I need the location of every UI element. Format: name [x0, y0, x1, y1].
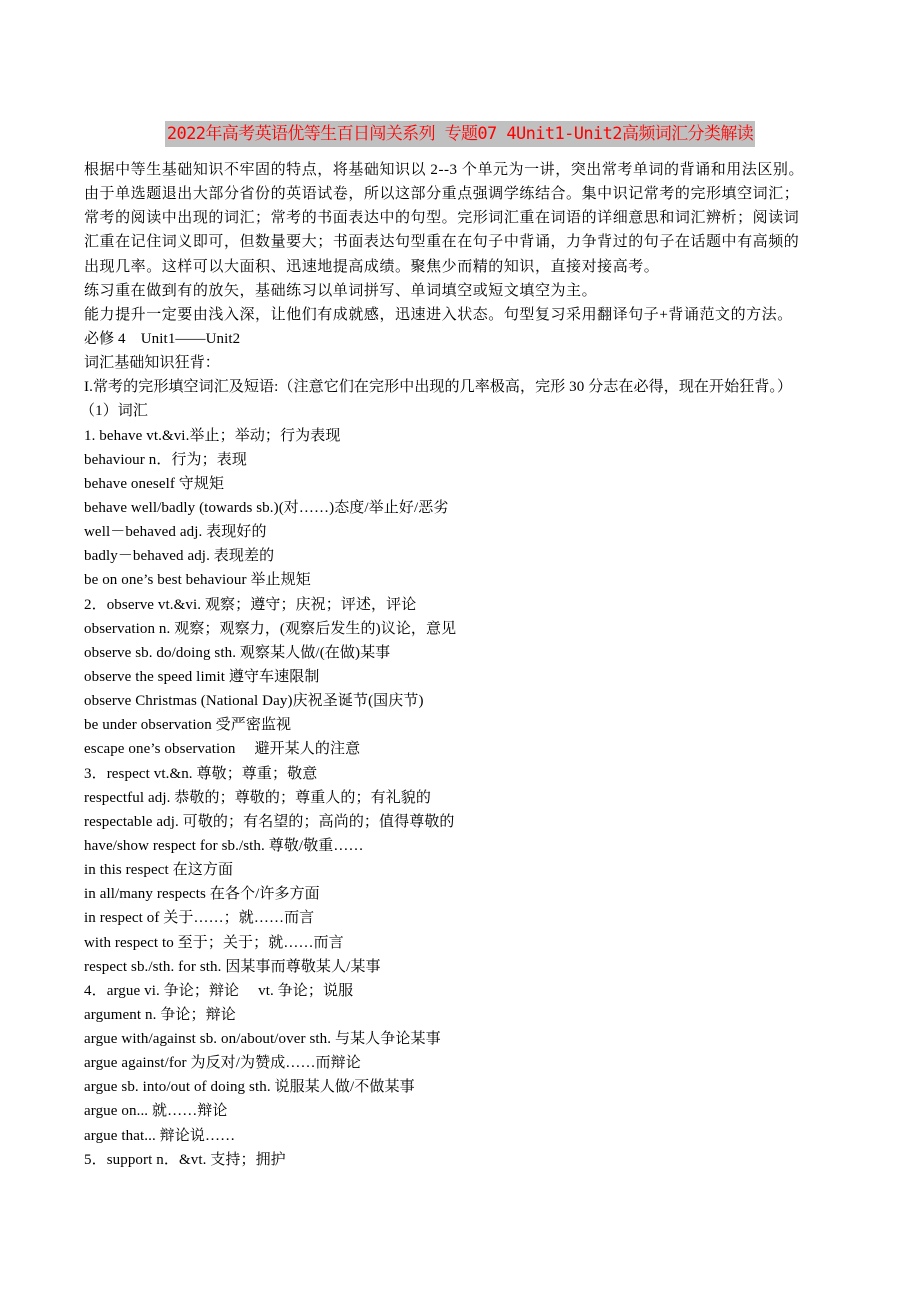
intro-paragraph-line: 常考的阅读中出现的词汇；常考的书面表达中的句型。完形词汇重在词语的详细意思和词汇辨析；阅读词: [84, 210, 800, 227]
vocab-entry: behave oneself 守规矩: [84, 475, 225, 492]
vocab-entry-argue: 4．argue vi. 争论；辩论 vt. 争论；说服: [84, 982, 354, 999]
vocab-entry-behave: 1. behave vt.&vi.举止；举动；行为表现: [84, 427, 341, 444]
vocab-entry-support: 5．support n．&vt. 支持；拥护: [84, 1151, 286, 1168]
vocab-entry: argue with/against sb. on/about/over sth. 与某人争论某事: [84, 1031, 441, 1048]
vocab-entry: observe Christmas (National Day)庆祝圣诞节(国庆节): [84, 693, 424, 710]
part-heading: I.常考的完形填空词汇及短语:（注意它们在完形中出现的几率极高，完形 30 分志在必得，现在开始狂背。）: [84, 379, 793, 396]
title-container: [0, 121, 920, 147]
vocab-entry: argue that... 辩论说……: [84, 1127, 236, 1144]
vocab-entry: badly－behaved adj. 表现差的: [84, 548, 275, 565]
vocab-entry: argue on... 就……辩论: [84, 1103, 228, 1120]
intro-paragraph-line: 出现几率。这样可以大面积、迅速地提高成绩。聚焦少而精的知识，直接对接高考。: [84, 258, 660, 275]
vocab-entry: well－behaved adj. 表现好的: [84, 524, 267, 541]
vocab-entry-observe: 2．observe vt.&vi. 观察；遵守；庆祝；评述，评论: [84, 596, 417, 613]
vocab-entry: behave well/badly (towards sb.)(对……)态度/举止好/恶劣: [84, 499, 449, 516]
vocab-entry: observe sb. do/doing sth. 观察某人做/(在做)某事: [84, 644, 391, 661]
vocab-entry: argument n. 争论；辩论: [84, 1006, 236, 1023]
intro-paragraph-line: 汇重在记住词义即可，但数量要大；书面表达句型重在在句子中背诵，力争背过的句子在话题中有高频的: [84, 234, 800, 251]
vocab-entry: behaviour n．行为；表现: [84, 451, 247, 468]
vocab-entry: be under observation 受严密监视: [84, 717, 292, 734]
document-title: 2022年高考英语优等生百日闯关系列 专题07 4Unit1-Unit2高频词汇分类解读: [165, 121, 755, 147]
vocab-entry: be on one’s best behaviour 举止规矩: [84, 572, 311, 589]
vocab-entry: observation n. 观察；观察力，(观察后发生的)议论，意见: [84, 620, 457, 637]
vocab-entry: in all/many respects 在各个/许多方面: [84, 886, 320, 903]
intro-paragraph-line: 根据中等生基础知识不牢固的特点，将基础知识以 2--3 个单元为一讲，突出常考单词的背诵和用法区别。: [84, 162, 804, 178]
module-heading: 必修 4 Unit1——Unit2: [84, 330, 241, 347]
intro-paragraph-line: 由于单选题退出大部分省份的英语试卷，所以这部分重点强调学练结合。集中识记常考的完形填空词汇；: [84, 186, 800, 203]
vocab-entry: respectful adj. 恭敬的；尊敬的；尊重人的；有礼貌的: [84, 789, 432, 806]
vocab-entry: with respect to 至于；关于；就……而言: [84, 934, 344, 951]
sub-heading-vocabulary: （1）词汇: [80, 403, 149, 420]
practice-note: 练习重在做到有的放矢，基础练习以单词拼写、单词填空或短文填空为主。: [84, 282, 598, 299]
section-heading: 词汇基础知识狂背：: [84, 355, 220, 372]
ability-note: 能力提升一定要由浅入深，让他们有成就感，迅速进入状态。句型复习采用翻译句子+背诵范文的方法。: [84, 306, 793, 323]
vocab-entry: in respect of 关于……；就……而言: [84, 910, 315, 927]
vocab-entry: argue sb. into/out of doing sth. 说服某人做/不做某事: [84, 1079, 415, 1096]
vocab-entry: have/show respect for sb./sth. 尊敬/敬重……: [84, 837, 364, 854]
vocab-entry: argue against/for 为反对/为赞成……而辩论: [84, 1055, 361, 1072]
vocab-entry: observe the speed limit 遵守车速限制: [84, 668, 320, 685]
vocab-entry: respectable adj. 可敬的；有名望的；高尚的；值得尊敬的: [84, 813, 455, 830]
document-body: [80, 158, 844, 1172]
vocab-entry: escape one’s observation 避开某人的注意: [84, 741, 361, 758]
vocab-entry-respect: 3．respect vt.&n. 尊敬；尊重；敬意: [84, 765, 318, 782]
vocab-entry: in this respect 在这方面: [84, 862, 234, 879]
vocab-entry: respect sb./sth. for sth. 因某事而尊敬某人/某事: [84, 958, 381, 975]
